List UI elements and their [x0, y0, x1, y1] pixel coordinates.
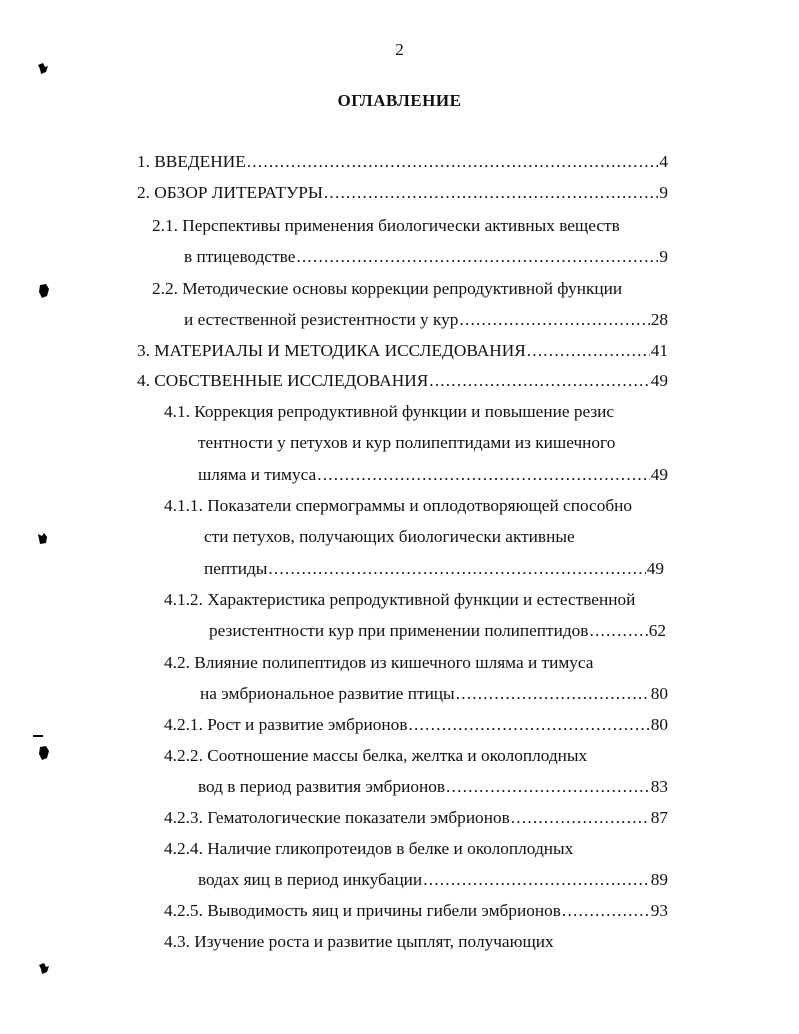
toc-entry-page: 87	[650, 808, 668, 827]
toc-entry-text: на эмбриональное развитие птицы	[200, 684, 455, 703]
toc-entry-page: 93	[650, 901, 668, 920]
dot-leader	[527, 340, 650, 362]
toc-entry	[198, 776, 668, 798]
toc-entry-text: вод в период развития эмбрионов	[198, 777, 446, 796]
toc-entry	[137, 370, 668, 392]
toc-entry	[137, 340, 668, 362]
toc-entry	[164, 807, 668, 829]
toc-entry-text: 4.2.2. Соотношение массы белка, желтка и околоплодных	[164, 746, 588, 765]
toc-entry-text: 4.2.1. Рост и развитие эмбрионов	[164, 715, 408, 734]
toc-entry-text: 4.3. Изучение роста и развитие цыплят, получающих	[164, 932, 554, 951]
toc-entry	[164, 495, 632, 517]
dot-leader	[423, 869, 650, 891]
toc-entry-text: 4.1.1. Показатели спермограммы и оплодотворяющей способно	[164, 496, 633, 515]
toc-entry-page: 80	[650, 684, 668, 703]
dot-leader	[268, 558, 645, 580]
toc-entry-text: 4.1.2. Характеристика репродуктивной функции и естественной	[164, 590, 636, 609]
dot-leader	[408, 714, 649, 736]
toc-entry	[152, 215, 620, 237]
scan-artifact-icon	[37, 745, 51, 761]
toc-entry-text: резистентности кур при применении полипептидов	[209, 621, 589, 640]
toc-entry-text: 2. ОБЗОР ЛИТЕРАТУРЫ	[137, 183, 323, 202]
toc-entry	[184, 246, 668, 268]
toc-entry-page: 9	[659, 183, 668, 202]
toc-entry	[164, 931, 554, 953]
toc-entry	[164, 838, 573, 860]
toc-entry	[137, 151, 668, 173]
scan-artifact-icon	[37, 962, 51, 976]
toc-entry	[184, 309, 668, 331]
toc-entry-page: 80	[650, 715, 668, 734]
toc-entry	[152, 278, 622, 300]
dot-leader	[456, 683, 650, 705]
toc-entry-text: 2.1. Перспективы применения биологически активных веществ	[152, 216, 620, 235]
toc-entry-page: 28	[650, 310, 668, 329]
toc-entry-page: 9	[659, 247, 668, 266]
toc-entry-page: 89	[650, 870, 668, 889]
toc-entry	[204, 558, 664, 580]
toc-entry-page: 83	[650, 777, 668, 796]
dot-leader	[296, 246, 658, 268]
toc-entry-text: 2.2. Методические основы коррекции репродуктивной функции	[152, 279, 623, 298]
toc-entry	[198, 432, 615, 454]
dot-leader	[511, 807, 650, 829]
scan-artifact-icon	[33, 735, 43, 738]
dot-leader	[317, 464, 650, 486]
scan-artifact-icon	[37, 283, 51, 299]
toc-entry-text: 4.2. Влияние полипептидов из кишечного шляма и тимуса	[164, 653, 594, 672]
scan-artifact-icon	[36, 532, 50, 546]
toc-entry-text: и естественной резистентности у кур	[184, 310, 459, 329]
dot-leader	[562, 900, 650, 922]
toc-entry	[200, 683, 668, 705]
toc-title: ОГЛАВЛЕНИЕ	[337, 91, 462, 110]
toc-entry-page: 41	[650, 341, 668, 360]
toc-entry	[198, 464, 668, 486]
dot-leader	[446, 776, 650, 798]
toc-entry-text: водах яиц в период инкубации	[198, 870, 423, 889]
dot-leader	[324, 182, 658, 204]
toc-entry-text: 4.1. Коррекция репродуктивной функции и повышение резис	[164, 402, 615, 421]
dot-leader	[459, 309, 649, 331]
toc-entry-text: шляма и тимуса	[198, 465, 317, 484]
toc-entry-page: 49	[650, 371, 668, 390]
toc-entry-page: 4	[659, 152, 668, 171]
dot-leader	[429, 370, 650, 392]
toc-entry-text: сти петухов, получающих биологически активные	[204, 527, 575, 546]
toc-entry	[204, 526, 575, 548]
dot-leader	[247, 151, 659, 173]
toc-entry	[198, 869, 668, 891]
toc-entry	[164, 745, 587, 767]
toc-entry	[209, 620, 666, 642]
toc-entry-page: 49	[646, 559, 664, 578]
toc-entry-text: 1. ВВЕДЕНИЕ	[137, 152, 246, 171]
toc-entry	[164, 900, 668, 922]
toc-entry-text: в птицеводстве	[184, 247, 296, 266]
toc-entry	[164, 652, 593, 674]
toc-entry	[164, 714, 668, 736]
toc-entry	[137, 182, 668, 204]
toc-entry-text: 3. МАТЕРИАЛЫ И МЕТОДИКА ИССЛЕДОВАНИЯ	[137, 341, 526, 360]
toc-entry-page: 62	[648, 621, 666, 640]
toc-entry-page: 49	[650, 465, 668, 484]
scan-artifact-icon	[36, 62, 50, 76]
toc-entry-text: 4. СОБСТВЕННЫЕ ИССЛЕДОВАНИЯ	[137, 371, 429, 390]
toc-entry-text: 4.2.3. Гематологические показатели эмбрионов	[164, 808, 510, 827]
toc-entry	[164, 401, 614, 423]
dot-leader	[589, 620, 647, 642]
toc-entry-text: 4.2.4. Наличие гликопротеидов в белке и околоплодных	[164, 839, 574, 858]
toc-entry	[164, 589, 635, 611]
page-number: 2	[395, 40, 404, 59]
toc-entry-text: тентности у петухов и кур полипептидами из кишечного	[198, 433, 616, 452]
toc-entry-text: 4.2.5. Выводимость яиц и причины гибели эмбрионов	[164, 901, 561, 920]
toc-entry-text: пептиды	[204, 559, 268, 578]
